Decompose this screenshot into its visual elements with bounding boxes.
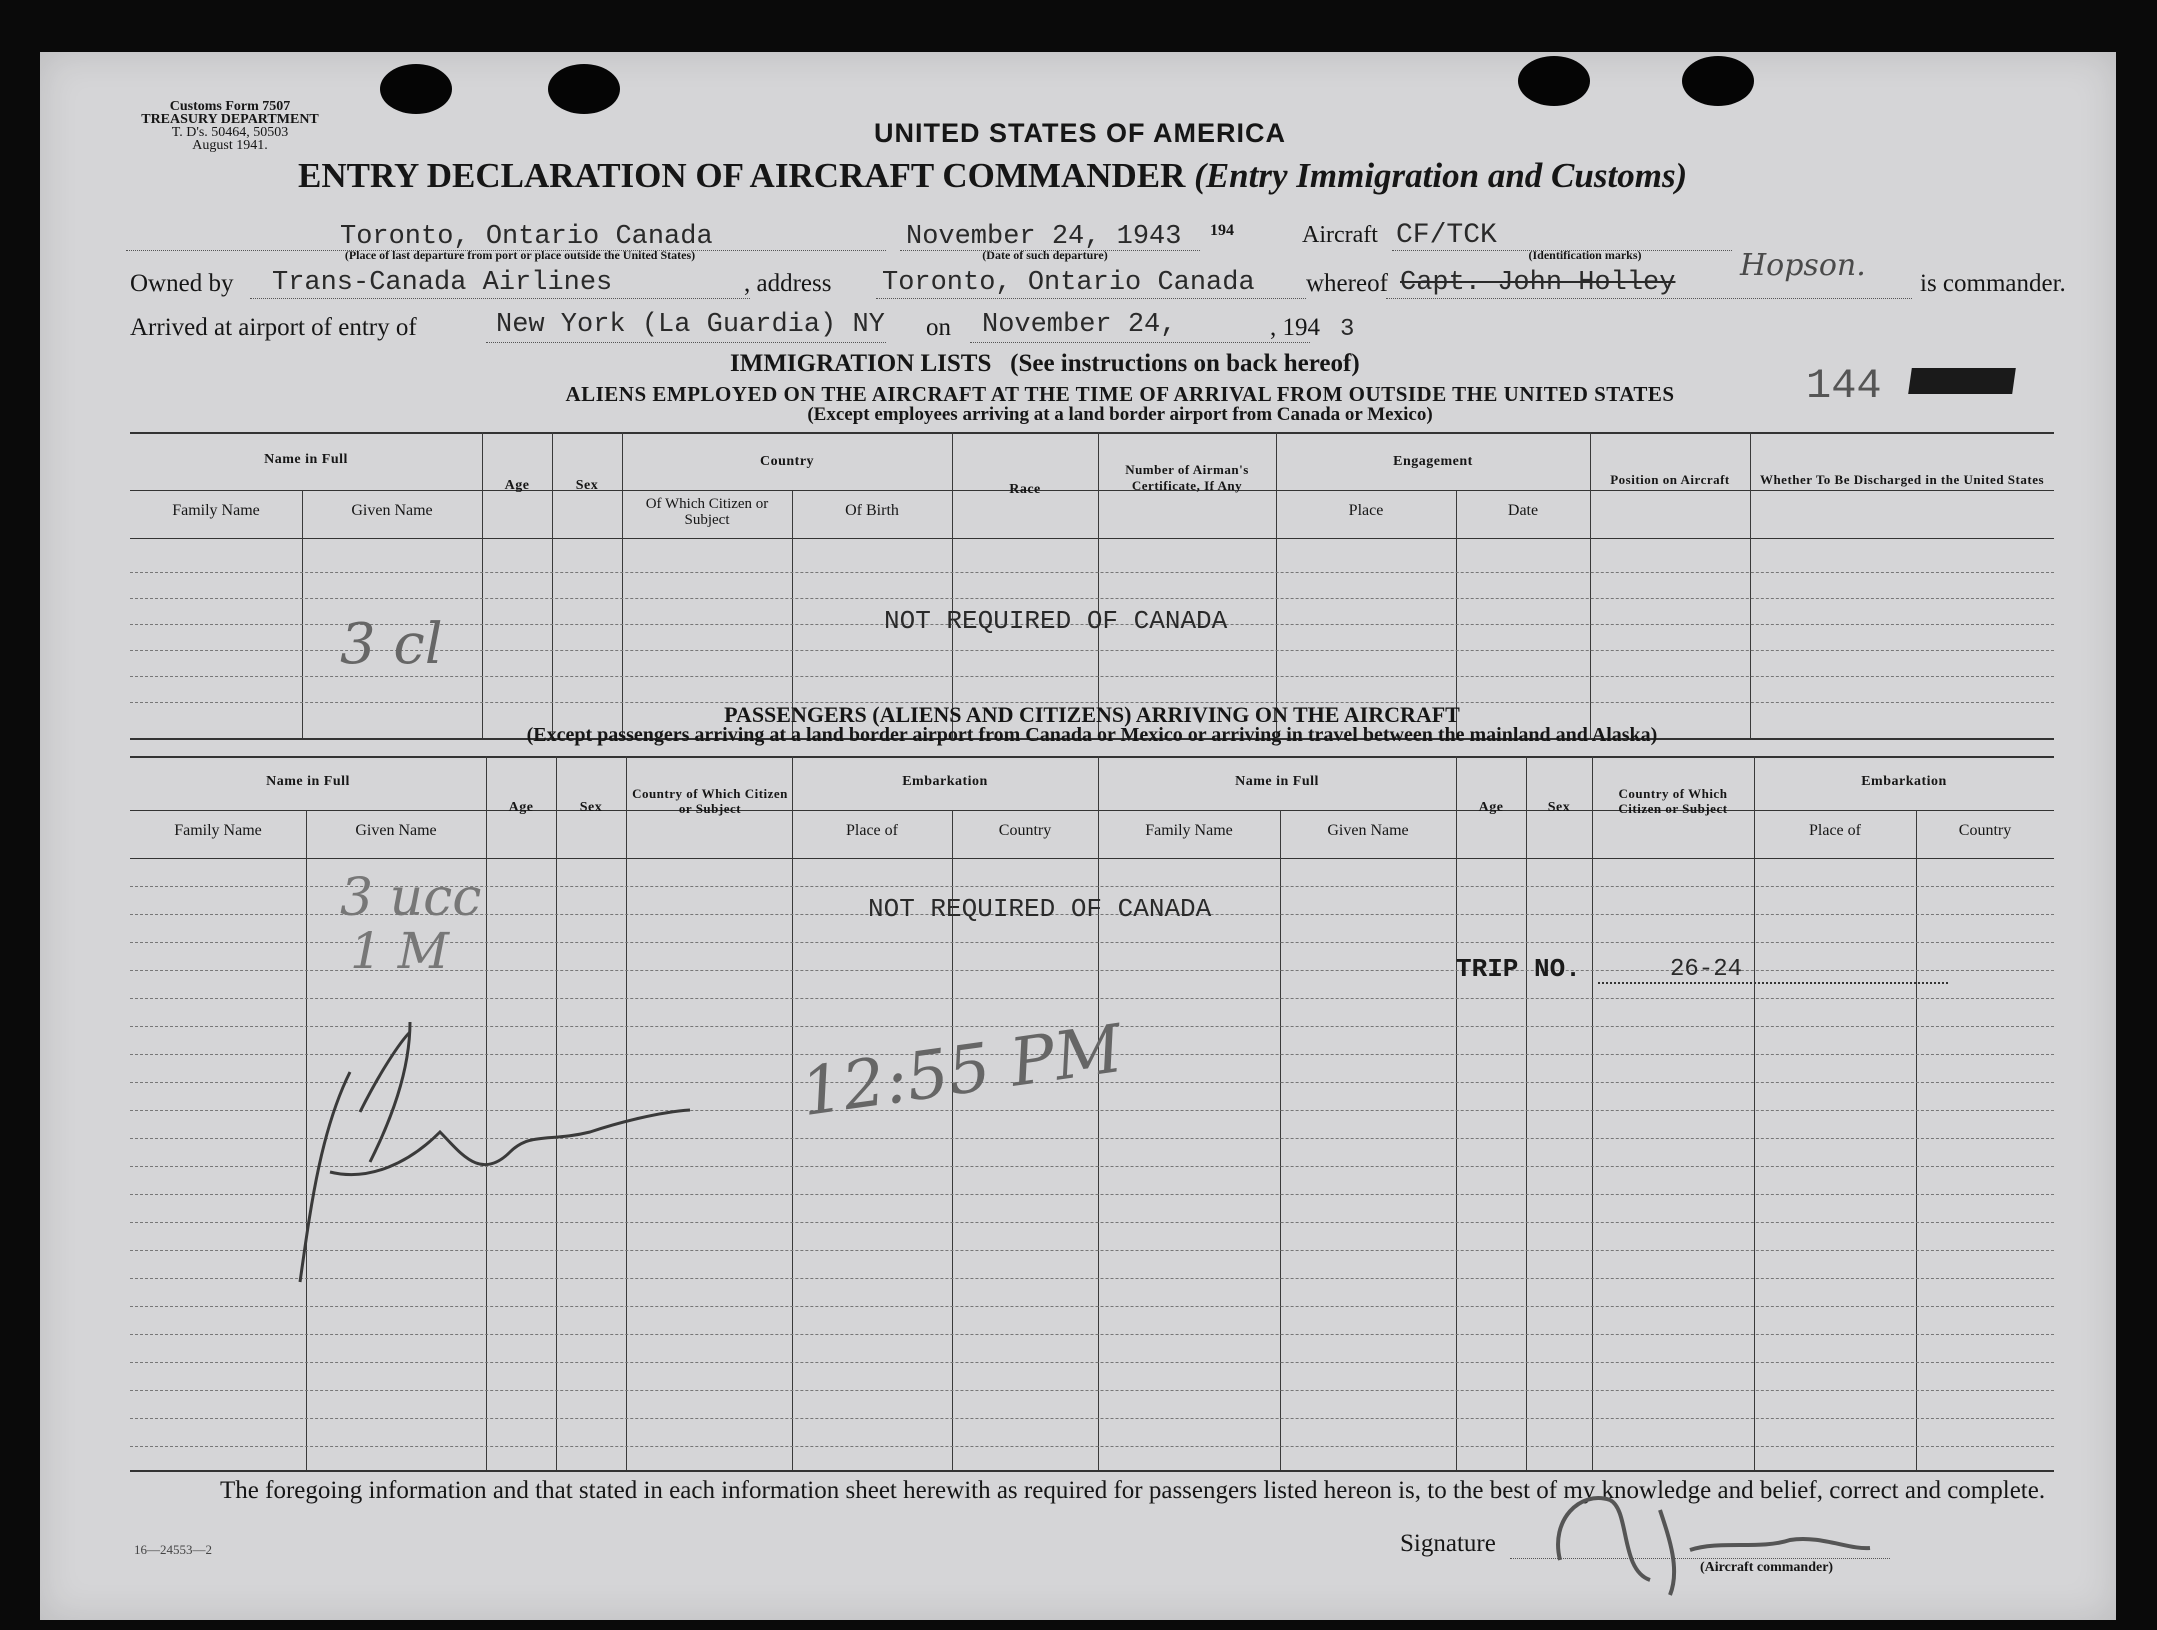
- commander-value: Capt. John Holley: [1400, 268, 1676, 298]
- immigration-sub1: ALIENS EMPLOYED ON THE AIRCRAFT AT THE TIME OF ARRIVAL FROM OUTSIDE THE UNITED STATES: [565, 382, 1675, 406]
- owner-value: Trans-Canada Airlines: [272, 268, 613, 298]
- commander-label: is commander.: [1920, 270, 2066, 297]
- col-family-name: Family Name: [172, 502, 260, 519]
- trip-label: TRIP NO.: [1456, 954, 1581, 984]
- passengers-stamp: NOT REQUIRED OF CANADA: [868, 894, 1212, 924]
- aircraft-label: Aircraft: [1302, 222, 1378, 248]
- col-of-birth: Of Birth: [845, 502, 899, 519]
- title-main: ENTRY DECLARATION OF AIRCRAFT COMMANDER: [298, 156, 1186, 195]
- row-rule: [130, 1418, 2054, 1419]
- immigration-heading: [730, 350, 1360, 378]
- col-age: Age: [504, 478, 530, 493]
- row-rule: [130, 1306, 2054, 1307]
- row-rule: [130, 1446, 2054, 1447]
- form-date: August 1941.: [192, 138, 268, 153]
- pcol-place-of-2: Place of: [1809, 822, 1861, 839]
- pcol-given-name-2: Given Name: [1327, 822, 1409, 839]
- pcol-country: Country: [998, 822, 1052, 839]
- departure-place-value: Toronto, Ontario Canada: [340, 222, 713, 252]
- passenger-hand-note-2: 1 M: [350, 922, 449, 980]
- declaration-text: The foregoing information and that stated in each information sheet herewith as required for passengers listed hereon is, to the best of my knowledge and belief, correct and complete.: [220, 1477, 2046, 1504]
- commander-correction: Hopson.: [1740, 248, 1866, 283]
- pcol-country-citizen: Country of Which Citizen or Subject: [632, 786, 788, 816]
- form-title: [298, 156, 1687, 196]
- on-label: on: [926, 314, 951, 341]
- col-place: Place: [1348, 502, 1384, 519]
- col-position: Position on Aircraft: [1610, 472, 1730, 487]
- redaction-mark: [1908, 368, 2016, 394]
- departure-date-caption: (Date of such departure): [982, 248, 1108, 262]
- print-code: 16—24553—2: [134, 1542, 212, 1557]
- col-race: Race: [1009, 482, 1041, 497]
- passenger-hand-note-3: 12:55 PM: [796, 1009, 1127, 1132]
- form-identifier: [100, 100, 360, 152]
- signature-mark: [1520, 1480, 1880, 1600]
- td-numbers: T. D's. 50464, 50503: [171, 125, 289, 140]
- whereof-label: whereof: [1306, 270, 1388, 297]
- passenger-hand-note-1: 3 ucc: [340, 868, 482, 928]
- punch-hole: [1518, 56, 1590, 106]
- pcol-sex: Sex: [579, 800, 603, 815]
- form-sheet: [40, 52, 2116, 1620]
- pcol-country-2: Country: [1958, 822, 2012, 839]
- owned-by-label: Owned by: [130, 270, 234, 297]
- pcol-given-name: Given Name: [355, 822, 437, 839]
- col-given-name: Given Name: [351, 502, 433, 519]
- owner-address-value: Toronto, Ontario Canada: [882, 268, 1255, 298]
- signature-label: Signature: [1400, 1530, 1496, 1557]
- page-number: 144: [1806, 362, 1882, 410]
- departure-date-printed: 194: [1210, 222, 1234, 239]
- aircraft-caption: (Identification marks): [1528, 248, 1642, 262]
- arrived-label: Arrived at airport of entry of: [130, 314, 417, 341]
- aircraft-value: CF/TCK: [1396, 220, 1497, 251]
- pcol-embarkation: Embarkation: [902, 774, 988, 789]
- pcol-sex-2: Sex: [1547, 800, 1571, 815]
- department: TREASURY DEPARTMENT: [141, 112, 319, 127]
- punch-hole: [548, 64, 620, 114]
- col-engagement: Engagement: [1393, 454, 1473, 469]
- col-citizen-of: Of Which Citizen or Subject: [645, 496, 769, 528]
- title-paren: (Entry Immigration and Customs): [1194, 156, 1688, 195]
- pcol-place-of: Place of: [846, 822, 898, 839]
- row-rule: [130, 1334, 2054, 1335]
- punch-hole: [1682, 56, 1754, 106]
- arrival-year-printed: , 194: [1270, 314, 1320, 341]
- pcol-country-citizen-2: Country of Which Citizen or Subject: [1618, 786, 1728, 816]
- pcol-embarkation-2: Embarkation: [1861, 774, 1947, 789]
- immigration-title: IMMIGRATION LISTS: [730, 350, 992, 377]
- col-country: Country: [759, 454, 815, 469]
- row-rule: [130, 998, 2054, 999]
- departure-date-value: November 24, 1943: [906, 222, 1182, 252]
- pcol-family-name-2: Family Name: [1145, 822, 1233, 839]
- passengers-heading: PASSENGERS (ALIENS AND CITIZENS) ARRIVING ON THE AIRCRAFT: [724, 702, 1460, 727]
- pcol-family-name: Family Name: [174, 822, 262, 839]
- form-number: Customs Form 7507: [169, 99, 291, 114]
- immigration-instructions: (See instructions on back hereof): [1010, 350, 1360, 377]
- address-label: , address: [744, 270, 832, 297]
- col-airman-cert: Number of Airman's Certificate, If Any: [1125, 462, 1249, 493]
- pcol-age-2: Age: [1478, 800, 1504, 815]
- pcol-name-in-full-2: Name in Full: [1235, 774, 1319, 789]
- col-name-in-full: Name in Full: [264, 452, 348, 467]
- row-rule: [130, 1362, 2054, 1363]
- arrival-year-hand: 3: [1340, 316, 1355, 343]
- col-sex: Sex: [575, 478, 599, 493]
- immigration-sub2: (Except employees arriving at a land border airport from Canada or Mexico): [807, 404, 1433, 425]
- col-discharged: Whether To Be Discharged in the United States: [1759, 472, 2045, 487]
- arrival-date-value: November 24,: [982, 310, 1177, 340]
- departure-place-caption: (Place of last departure from port or place outside the United States): [344, 248, 696, 262]
- arrival-airport-value: New York (La Guardia) NY: [496, 310, 885, 340]
- row-rule: [130, 1390, 2054, 1391]
- punch-hole: [380, 64, 452, 114]
- passengers-subheading: (Except passengers arriving at a land border airport from Canada or Mexico or arriving in travel between the mainland and Alaska): [526, 724, 1658, 746]
- immigration-hand-note: 3 cl: [340, 612, 443, 677]
- pcol-age: Age: [508, 800, 534, 815]
- pcol-name-in-full: Name in Full: [266, 774, 350, 789]
- trip-value: 26-24: [1670, 956, 1743, 983]
- immigration-stamp: NOT REQUIRED OF CANADA: [884, 606, 1228, 636]
- signature-caption: (Aircraft commander): [1700, 1560, 1834, 1575]
- col-date: Date: [1507, 502, 1539, 519]
- country-heading: UNITED STATES OF AMERICA: [874, 118, 1286, 148]
- handwritten-scribble: [290, 1012, 710, 1302]
